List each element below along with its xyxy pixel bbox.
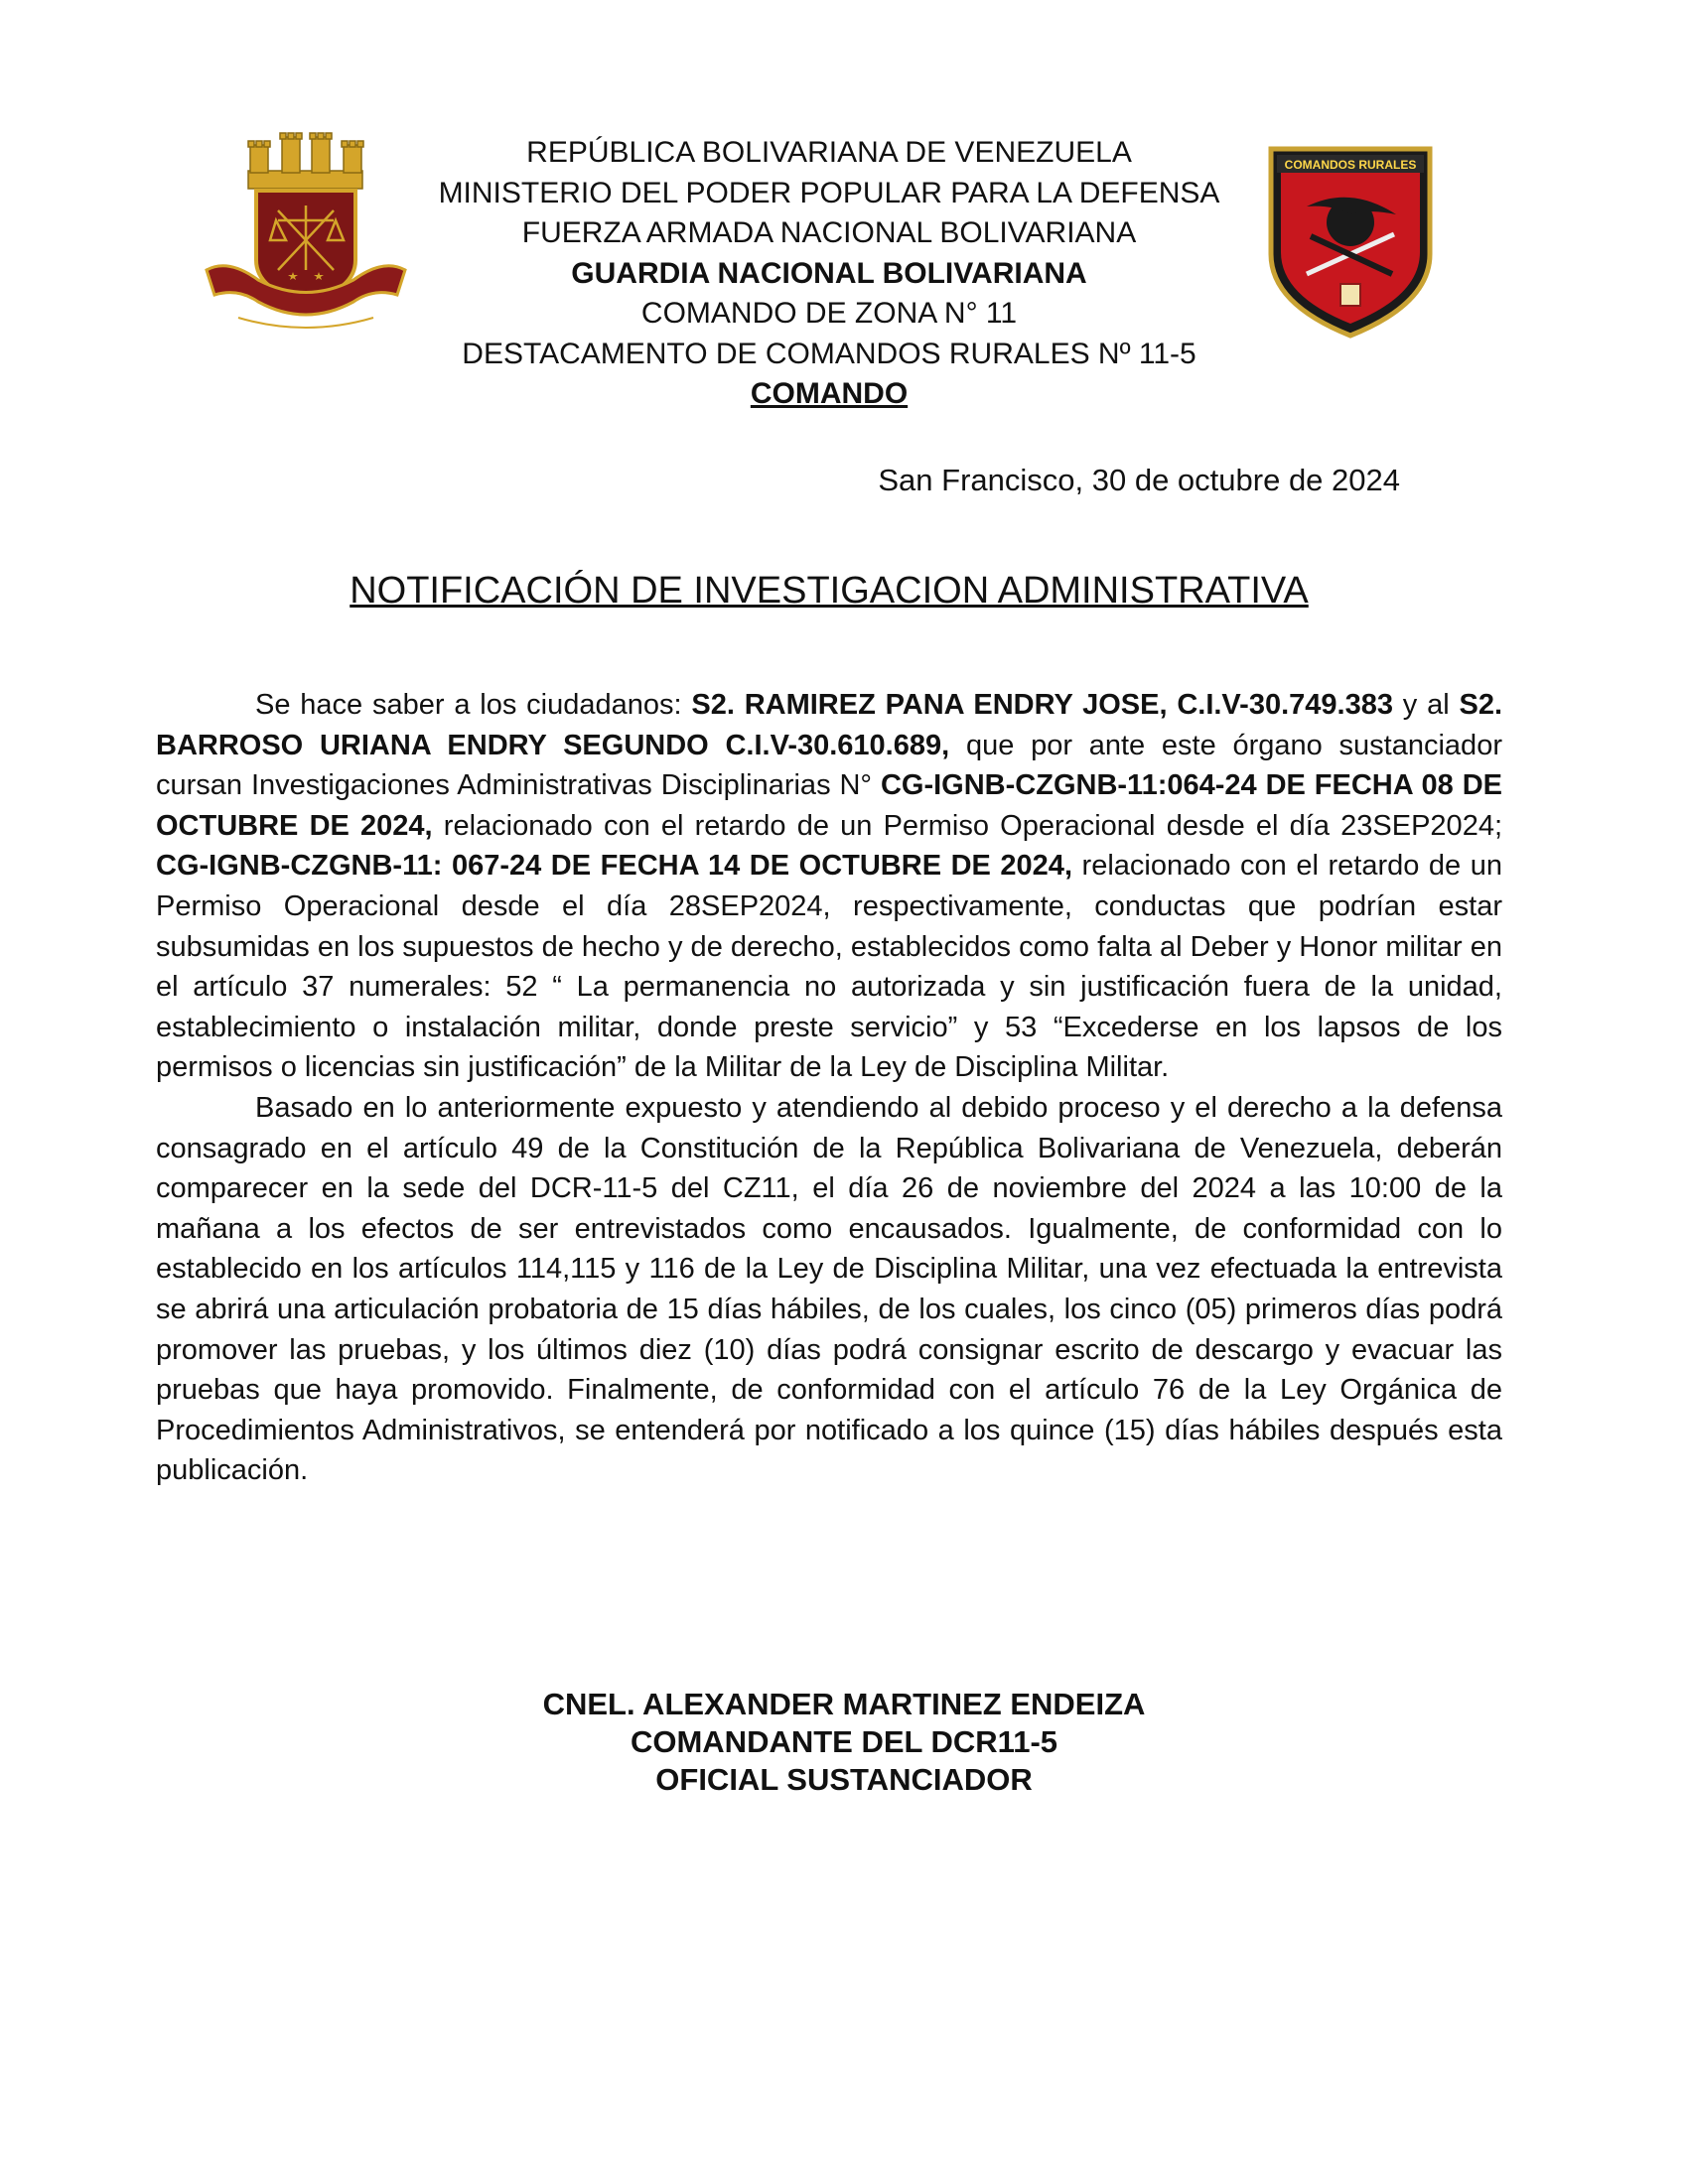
p1-run: relacionado con el retardo de un Permiso Operacional desde el día 28SEP2024, respectivamente, conductas que podrían estar subsumidas en los supuestos de hecho y de derecho, establecidos como falta al Deber y Honor militar en el artículo 37 numerales: 52 “ La permanencia no autorizada y sin justificación fuera de la unidad, establecimiento o instalación militar, donde preste servicio” y 53 “Excederse en los lapsos de los permisos o licencias sin justificación” de la Militar de la Ley de Disciplina Militar. bbox=[156, 850, 1502, 1084]
p1-run: S2. BARROSO URIANA ENDRY SEGUNDO C.I.V-30.610.689, bbox=[156, 689, 1503, 761]
signatory-function: OFICIAL SUSTANCIADOR bbox=[655, 1762, 1033, 1797]
p1-run: Se hace saber a los ciudadanos: bbox=[255, 689, 692, 721]
p2-run: Basado en lo anteriormente expuesto y atendiendo al debido proceso y el derecho a la defensa consagrado en el artículo 49 de la Constitución de la República Bolivariana de Venezuela, deberán comparecer en la sede del DCR-11-5 del CZ11, el día 26 de noviembre del 2024 a las 10:00 de la mañana a los efectos de ser entrevistados como encausados. Igualmente, de conformidad con lo establecido en los artículos 114,115 y 116 de la Ley de Disciplina Militar, una vez efectuada la entrevista se abrirá una articulación probatoria de 15 días hábiles, de los cuales, los cinco (05) primeros días podrá promover las pruebas, y los últimos diez (10) días podrá consignar escrito de descargo y evacuar las pruebas que haya promovido. Finalmente, de conformidad con el artículo 76 de la Ley Orgánica de Procedimientos Administrativos, se entenderá por notificado a los quince (15) días hábiles después esta publicación. bbox=[156, 1091, 1502, 1487]
header-ministry: MINISTERIO DEL PODER POPULAR PARA LA DEFENSA bbox=[438, 176, 1220, 209]
signatory-name: CNEL. ALEXANDER MARTINEZ ENDEIZA bbox=[542, 1687, 1146, 1721]
document-body bbox=[156, 685, 1502, 1491]
header-armed-forces: FUERZA ARMADA NACIONAL BOLIVARIANA bbox=[521, 216, 1137, 249]
signatory-role: COMANDANTE DEL DCR11-5 bbox=[630, 1724, 1058, 1759]
body-paragraph-2 bbox=[156, 1088, 1502, 1491]
p1-run: relacionado con el retardo de un Permiso Operacional desde el día 23SEP2024; bbox=[432, 809, 1503, 842]
header-command: COMANDO bbox=[750, 377, 909, 410]
header-country: REPÚBLICA BOLIVARIANA DE VENEZUELA bbox=[526, 136, 1132, 169]
p1-run: CG-IGNB-CZGNB-11:064-24 DE FECHA 08 DE OCTUBRE DE 2024, bbox=[156, 769, 1502, 842]
p1-run: CG-IGNB-CZGNB-11: 067-24 DE FECHA 14 DE OCTUBRE DE 2024, bbox=[156, 850, 1072, 883]
header-guard: GUARDIA NACIONAL BOLIVARIANA bbox=[571, 256, 1087, 290]
signature-block bbox=[348, 1686, 1340, 1799]
svg-text:COMANDOS RURALES: COMANDOS RURALES bbox=[1284, 158, 1417, 172]
header-zone-command: COMANDO DE ZONA N° 11 bbox=[640, 297, 1018, 330]
p1-run: S2. RAMIREZ PANA ENDRY JOSE, C.I.V-30.749.383 bbox=[691, 689, 1393, 721]
document-title: NOTIFICACIÓN DE INVESTIGACION ADMINISTRATIVA bbox=[350, 570, 1309, 612]
p1-run: y al bbox=[1392, 689, 1460, 721]
header-detachment: DESTACAMENTO DE COMANDOS RURALES Nº 11-5 bbox=[462, 337, 1196, 370]
letterhead bbox=[328, 133, 1331, 415]
p1-run: que por ante este órgano sustanciador cursan Investigaciones Administrativas Disciplinarias N° bbox=[156, 729, 1502, 802]
body-paragraph-1 bbox=[156, 685, 1502, 1088]
document-date: San Francisco, 30 de octubre de 2024 bbox=[878, 463, 1400, 497]
